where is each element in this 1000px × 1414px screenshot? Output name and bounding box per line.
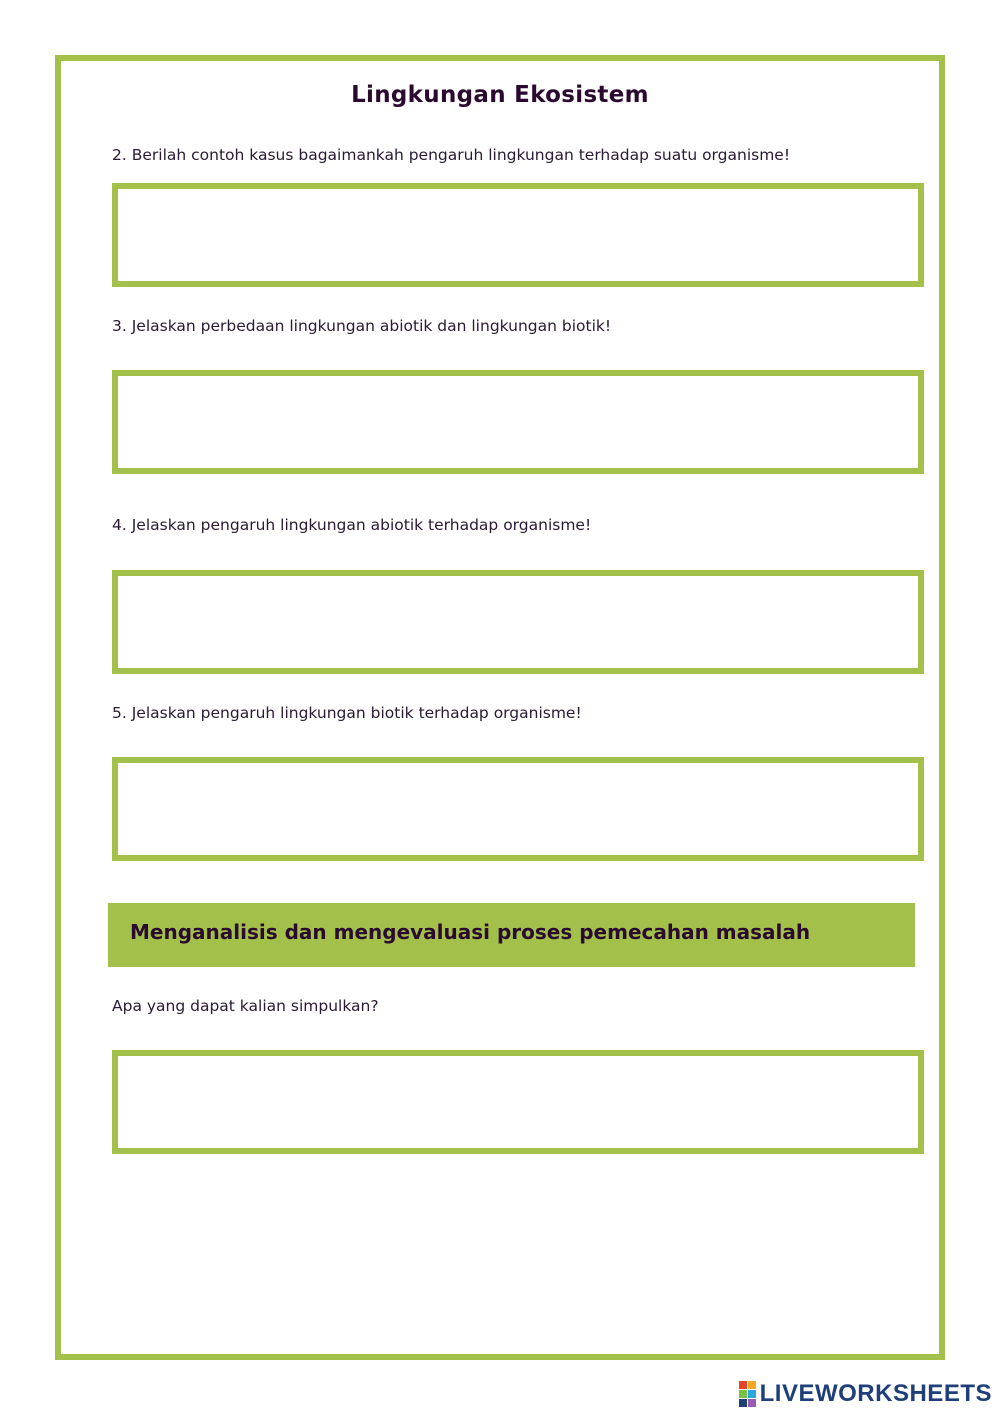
question-4-text: 4. Jelaskan pengaruh lingkungan abiotik terhadap organisme! — [112, 516, 592, 534]
section-heading: Menganalisis dan mengevaluasi proses pemecahan masalah — [130, 920, 811, 944]
answer-2-input[interactable] — [112, 183, 924, 287]
question-5-text: 5. Jelaskan pengaruh lingkungan biotik terhadap organisme! — [112, 704, 582, 722]
question-2-text: 2. Berilah contoh kasus bagaimankah pengaruh lingkungan terhadap suatu organisme! — [112, 146, 791, 164]
answer-4-input[interactable] — [112, 570, 924, 674]
liveworksheets-logo-icon — [739, 1381, 756, 1407]
question-3-text: 3. Jelaskan perbedaan lingkungan abiotik dan lingkungan biotik! — [112, 317, 612, 335]
conclusion-question-text: Apa yang dapat kalian simpulkan? — [112, 997, 379, 1015]
liveworksheets-logo — [739, 1380, 992, 1408]
liveworksheets-logo-text: LIVEWORKSHEETS — [759, 1380, 992, 1407]
conclusion-answer-input[interactable] — [112, 1050, 924, 1154]
section-banner — [108, 903, 915, 967]
page-title: Lingkungan Ekosistem — [351, 82, 649, 108]
answer-3-input[interactable] — [112, 370, 924, 474]
answer-5-input[interactable] — [112, 757, 924, 861]
